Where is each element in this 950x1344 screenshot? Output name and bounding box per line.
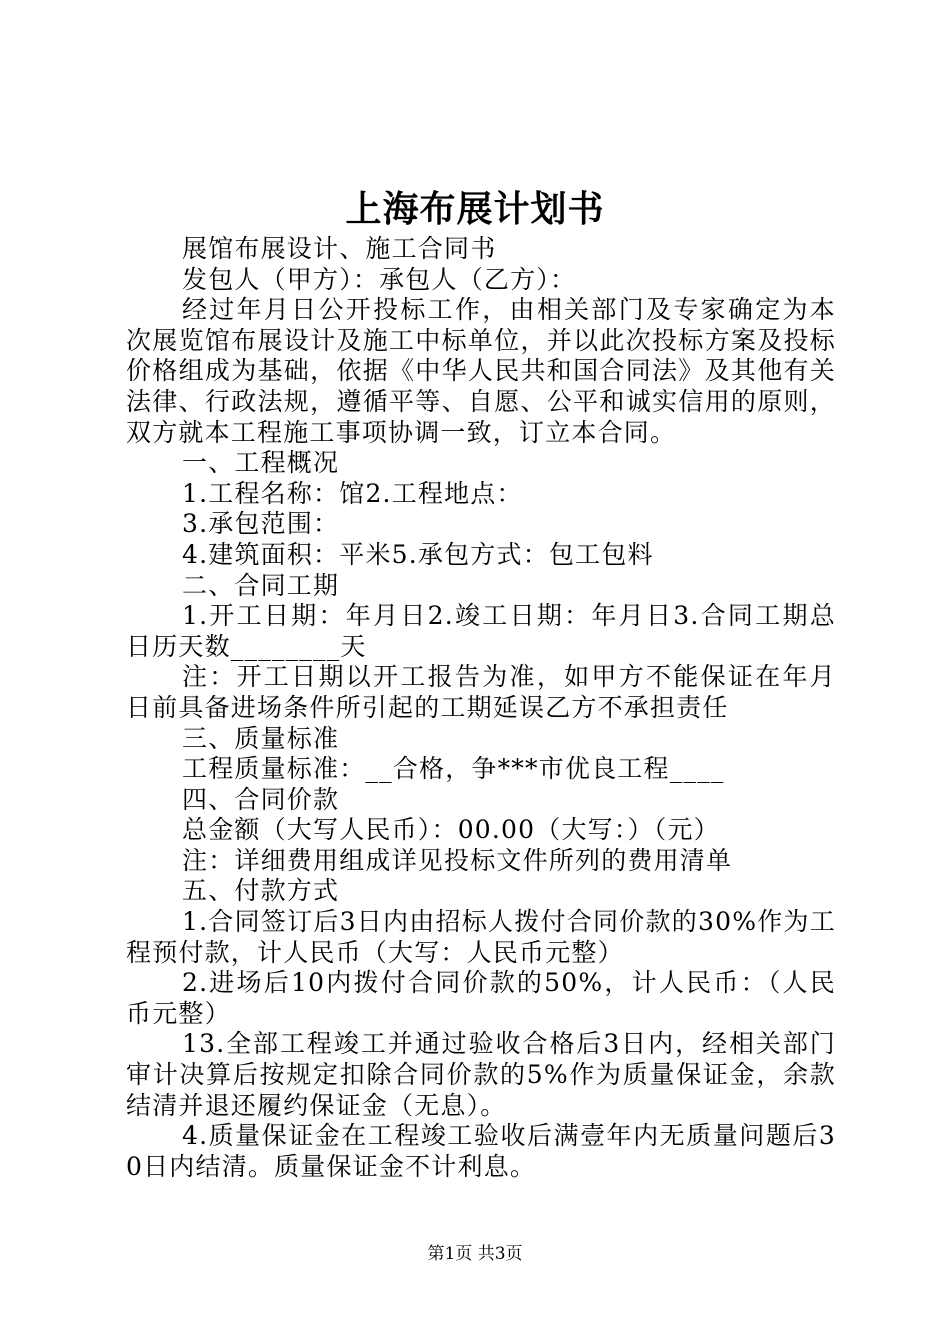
paragraph-payment-2: 2.进场后10内拨付合同价款的50%，计人民币：（人民币元整） [126, 968, 836, 1028]
section-heading-quality: 三、质量标准 [182, 723, 340, 753]
document-body [126, 234, 836, 1182]
section-heading-overview: 一、工程概况 [182, 448, 340, 478]
paragraph-payment-1: 1.合同签订后3日内由招标人拨付合同价款的30%作为工程预付款，计人民币（大写：人民币元整） [126, 907, 836, 967]
section-heading-payment: 五、付款方式 [182, 876, 340, 906]
paragraph-contract-heading: 展馆布展设计、施工合同书 [182, 234, 497, 263]
section-heading-duration: 二、合同工期 [182, 570, 340, 600]
paragraph-preamble: 经过年月日公开投标工作，由相关部门及专家确定为本次展览馆布展设计及施工中标单位，并以此次投标方案及投标价格组成为基础，依据《中华人民共和国合同法》及其他有关法律、行政法规，遵循平等、自愿、公平和诚实信用的原则，双方就本工程施工事项协调一致，订立本合同。 [126, 295, 836, 447]
paragraph-payment-3: 13.全部工程竣工并通过验收合格后3日内，经相关部门审计决算后按规定扣除合同价款的5%作为质量保证金，余款结清并退还履约保证金（无息）。 [126, 1029, 836, 1120]
page-footer: 第1页 共3页 [427, 1244, 523, 1264]
paragraph-dates: 1.开工日期：年月日2.竣工日期：年月日3.合同工期总日历天数________天 [126, 601, 836, 661]
section-heading-price: 四、合同价款 [182, 784, 340, 814]
paragraph-price-note: 注：详细费用组成详见投标文件所列的费用清单 [182, 845, 733, 875]
paragraph-project-name: 1.工程名称：馆2.工程地点： [182, 478, 523, 508]
paragraph-building-area: 4.建筑面积：平米5.承包方式：包工包料 [182, 539, 654, 569]
paragraph-quality-standard: 工程质量标准：__合格，争***市优良工程____ [182, 754, 725, 784]
paragraph-payment-4: 4.质量保证金在工程竣工验收后满壹年内无质量问题后30日内结清。质量保证金不计利息。 [126, 1121, 836, 1181]
document-title: 上海布展计划书 [345, 188, 605, 230]
paragraph-total-amount: 总金额（大写人民币）：00.00（大写：）（元） [182, 815, 720, 845]
paragraph-contract-scope: 3.承包范围： [182, 509, 340, 539]
paragraph-duration-note: 注：开工日期以开工报告为准，如甲方不能保证在年月日前具备进场条件所引起的工期延误乙方不承担责任 [126, 662, 836, 722]
paragraph-parties: 发包人（甲方）：承包人（乙方）： [182, 264, 577, 294]
